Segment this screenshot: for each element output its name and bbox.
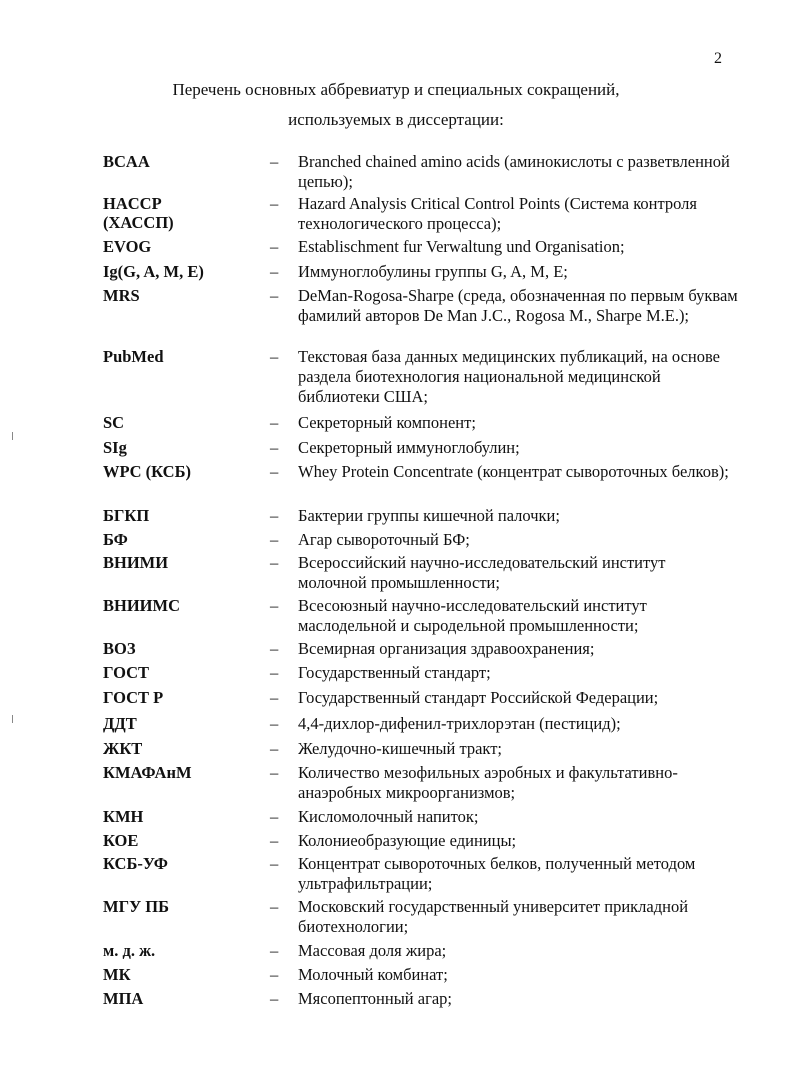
margin-mark: [12, 715, 13, 723]
abbreviation-term: МГУ ПБ: [103, 897, 170, 916]
entry-dash: –: [270, 506, 279, 525]
abbreviation-definition: Всесоюзный научно-исследовательский институт маслодельной и сыродельной промышленности;: [298, 596, 647, 635]
entry-dash: –: [270, 831, 279, 850]
abbreviation-term: ВНИИМС: [103, 596, 180, 615]
abbreviation-term: SC: [103, 413, 125, 432]
abbreviation-definition: Государственный стандарт;: [298, 663, 491, 682]
entry-dash: –: [270, 413, 279, 432]
abbreviation-term: КОЕ: [103, 831, 139, 850]
entry-dash: –: [270, 237, 279, 256]
entry-dash: –: [270, 807, 279, 826]
abbreviation-term: Ig(G, A, M, E): [103, 262, 204, 281]
abbreviation-definition: Московский государственный университет прикладной биотехнологии;: [298, 897, 689, 936]
abbreviation-term: ДДТ: [103, 714, 137, 733]
abbreviation-definition: Колониеобразующие единицы;: [298, 831, 517, 850]
abbreviation-definition: Hazard Analysis Critical Control Points (Система контроля технологического процесса);: [298, 194, 698, 233]
abbreviation-definition: Желудочно-кишечный тракт;: [298, 739, 503, 758]
entry-dash: –: [270, 714, 279, 733]
entry-dash: –: [270, 854, 279, 873]
abbreviation-term: БГКП: [103, 506, 150, 525]
abbreviation-definition: DeMan-Rogosa-Sharpe (среда, обозначенная по первым буквам фамилий авторов De Man J.C., Rogosa M., Sharpe M.E.);: [298, 286, 738, 325]
abbreviation-term: ВОЗ: [103, 639, 136, 658]
abbreviation-term: МК: [103, 965, 131, 984]
entry-dash: –: [270, 194, 279, 213]
abbreviation-definition: Текстовая база данных медицинских публикаций, на основе раздела биотехнология национальной медицинской библиотеки США;: [298, 347, 720, 406]
abbreviation-definition: Whey Protein Concentrate (концентрат сывороточных белков);: [298, 462, 729, 481]
abbreviation-definition: 4,4-дихлор-дифенил-трихлорэтан (пестицид);: [298, 714, 621, 733]
abbreviation-definition: Всероссийский научно-исследовательский институт молочной промышленности;: [298, 553, 666, 592]
abbreviation-definition: Всемирная организация здравоохранения;: [298, 639, 595, 658]
list-title-line-2: используемых в диссертации:: [288, 110, 504, 129]
entry-dash: –: [270, 286, 279, 305]
abbreviation-term: ЖКТ: [103, 739, 143, 758]
abbreviation-definition: Branched chained amino acids (аминокислоты с разветвленной цепью);: [298, 152, 730, 191]
abbreviation-definition: Establischment fur Verwaltung und Organisation;: [298, 237, 625, 256]
abbreviation-term: БФ: [103, 530, 128, 549]
entry-dash: –: [270, 688, 279, 707]
abbreviation-definition: Секреторный компонент;: [298, 413, 476, 432]
entry-dash: –: [270, 739, 279, 758]
abbreviation-term: MRS: [103, 286, 140, 305]
abbreviation-term: PubMed: [103, 347, 164, 366]
abbreviation-term: м. д. ж.: [103, 941, 156, 960]
abbreviation-term: КСБ-УФ: [103, 854, 168, 873]
entry-dash: –: [270, 462, 279, 481]
abbreviation-definition: Молочный комбинат;: [298, 965, 448, 984]
list-title-line-1: Перечень основных аббревиатур и специальных сокращений,: [172, 80, 620, 99]
abbreviation-term: КМАФАнМ: [103, 763, 192, 782]
abbreviation-definition: Количество мезофильных аэробных и факультативно-анаэробных микроорганизмов;: [298, 763, 678, 802]
abbreviation-definition: Государственный стандарт Российской Федерации;: [298, 688, 659, 707]
abbreviation-definition: Агар сывороточный БФ;: [298, 530, 470, 549]
entry-dash: –: [270, 989, 279, 1008]
abbreviation-term: HACCP (ХАССП): [103, 194, 174, 232]
abbreviation-definition: Бактерии группы кишечной палочки;: [298, 506, 560, 525]
abbreviation-definition: Кисломолочный напиток;: [298, 807, 479, 826]
page-number: 2: [714, 50, 722, 67]
entry-dash: –: [270, 663, 279, 682]
entry-dash: –: [270, 763, 279, 782]
abbreviation-term: ГОСТ: [103, 663, 150, 682]
entry-dash: –: [270, 347, 279, 366]
abbreviation-definition: Секреторный иммуноглобулин;: [298, 438, 520, 457]
entry-dash: –: [270, 152, 279, 171]
abbreviation-term: ВНИМИ: [103, 553, 169, 572]
entry-dash: –: [270, 596, 279, 615]
entry-dash: –: [270, 965, 279, 984]
entry-dash: –: [270, 639, 279, 658]
abbreviation-term: КМН: [103, 807, 144, 826]
abbreviation-term: ГОСТ Р: [103, 688, 164, 707]
abbreviation-definition: Концентрат сывороточных белков, полученный методом ультрафильтрации;: [298, 854, 696, 893]
abbreviation-term: EVOG: [103, 237, 152, 256]
entry-dash: –: [270, 941, 279, 960]
abbreviation-term: BCAA: [103, 152, 150, 171]
abbreviation-term: МПА: [103, 989, 144, 1008]
abbreviation-definition: Мясопептонный агар;: [298, 989, 453, 1008]
entry-dash: –: [270, 530, 279, 549]
entry-dash: –: [270, 438, 279, 457]
abbreviation-term: WPC (КСБ): [103, 462, 191, 481]
entry-dash: –: [270, 897, 279, 916]
abbreviation-definition: Массовая доля жира;: [298, 941, 447, 960]
abbreviation-definition: Иммуноглобулины группы G, A, M, E;: [298, 262, 568, 281]
abbreviation-term: SIg: [103, 438, 127, 457]
entry-dash: –: [270, 262, 279, 281]
entry-dash: –: [270, 553, 279, 572]
margin-mark: [12, 432, 13, 440]
